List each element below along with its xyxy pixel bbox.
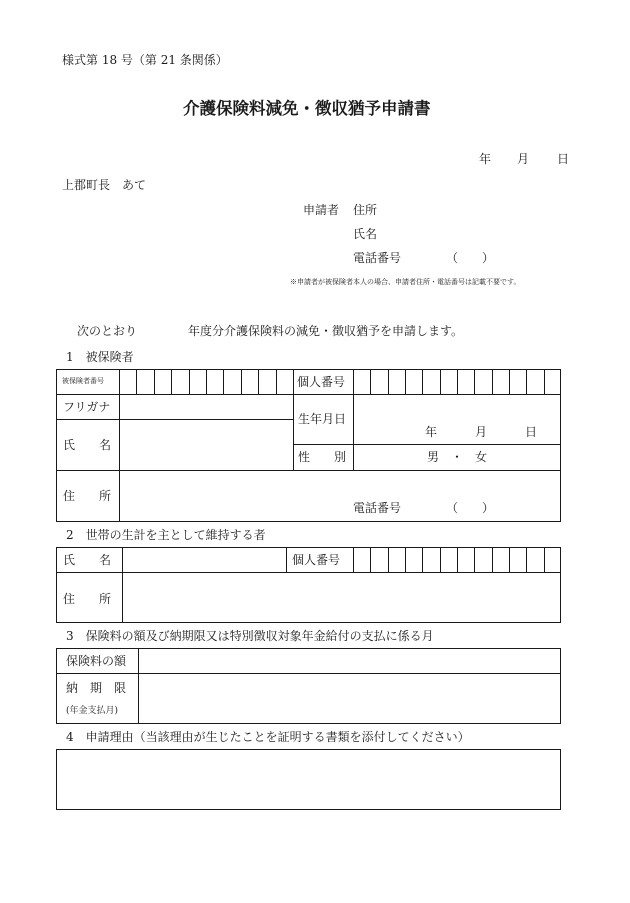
due-date-label: 納 期 限 xyxy=(66,681,127,695)
insured-number-box-divider xyxy=(276,369,277,394)
date-year-label: 年 xyxy=(479,152,492,166)
birth-year-label: 年 xyxy=(425,425,438,439)
personal-number-box-divider xyxy=(405,369,406,394)
personal-number-box-divider xyxy=(509,369,510,394)
insured-number-box-divider xyxy=(136,369,137,394)
householder-name-field[interactable] xyxy=(124,549,284,571)
householder-personal-number-box-divider xyxy=(440,547,441,572)
householder-personal-number-box-divider xyxy=(509,547,510,572)
insured-phone-paren: （ ） xyxy=(446,501,495,515)
insured-name-label: 氏 名 xyxy=(63,438,112,452)
furigana-label: フリガナ xyxy=(63,400,111,414)
householder-personal-number-box-divider xyxy=(405,547,406,572)
householder-personal-number-box-divider xyxy=(370,547,371,572)
form-title: 介護保険料減免・徴収猶予申請書 xyxy=(183,99,431,118)
insured-number-box-divider xyxy=(223,369,224,394)
personal-number-box-divider xyxy=(422,369,423,394)
householder-personal-number-box-divider xyxy=(474,547,475,572)
insured-phone-label: 電話番号 xyxy=(353,501,402,515)
section4-heading: 4 申請理由（当該理由が生じたことを証明する書類を添付してください） xyxy=(66,730,470,744)
householder-personal-number-box-divider xyxy=(526,547,527,572)
sex-options[interactable]: 男 ・ 女 xyxy=(427,450,488,464)
householder-personal-number-boxes[interactable] xyxy=(353,547,561,572)
furigana-field[interactable] xyxy=(121,396,291,418)
insured-number-box-divider xyxy=(258,369,259,394)
personal-number-box-divider xyxy=(526,369,527,394)
applicant-phone-field[interactable] xyxy=(410,248,560,266)
insured-name-field[interactable] xyxy=(121,421,291,469)
due-date-sublabel: (年金支払月) xyxy=(66,706,119,716)
fiscal-year-field[interactable] xyxy=(140,321,185,339)
applicant-phone-paren: （ ） xyxy=(446,251,495,265)
personal-number-boxes[interactable] xyxy=(353,369,561,394)
due-date-field[interactable] xyxy=(140,675,559,723)
insured-phone-field[interactable] xyxy=(410,499,558,519)
birthdate-label: 生年月日 xyxy=(298,412,347,426)
insured-number-label: 被保険者番号 xyxy=(62,377,104,385)
personal-number-box-divider xyxy=(388,369,389,394)
date-month-label: 月 xyxy=(517,152,530,166)
householder-personal-number-box-divider xyxy=(422,547,423,572)
applicant-address-field[interactable] xyxy=(390,200,570,218)
personal-number-box-divider xyxy=(440,369,441,394)
premium-amount-field[interactable] xyxy=(140,650,559,672)
householder-personal-number-box-divider xyxy=(544,547,545,572)
insured-number-box-divider xyxy=(171,369,172,394)
birth-day-label: 日 xyxy=(525,425,538,439)
householder-personal-number-box-divider xyxy=(388,547,389,572)
householder-address-label: 住 所 xyxy=(63,592,112,606)
insured-address-field[interactable] xyxy=(121,472,559,498)
applicant-note: ※申請者が被保険者本人の場合、申請者住所・電話番号は記載不要です。 xyxy=(290,278,521,286)
personal-number-box-divider xyxy=(492,369,493,394)
personal-number-box-divider xyxy=(474,369,475,394)
personal-number-box-divider xyxy=(370,369,371,394)
insured-address-label: 住 所 xyxy=(63,489,112,503)
personal-number-box-divider xyxy=(457,369,458,394)
householder-personal-number-box-divider xyxy=(457,547,458,572)
reason-box[interactable] xyxy=(56,749,561,810)
personal-number-box-divider xyxy=(544,369,545,394)
addressee: 上郡町長 あて xyxy=(62,178,147,192)
householder-personal-number-label: 個人番号 xyxy=(292,553,341,567)
intro-prefix: 次のとおり xyxy=(77,324,138,338)
applicant-phone-label: 電話番号 xyxy=(353,251,402,265)
applicant-name-field[interactable] xyxy=(390,224,570,242)
birth-month-label: 月 xyxy=(475,425,488,439)
insured-number-boxes[interactable] xyxy=(119,369,293,394)
insured-number-box-divider xyxy=(154,369,155,394)
sex-label: 性 別 xyxy=(298,450,347,464)
form-code: 様式第 18 号（第 21 条関係） xyxy=(62,53,228,67)
applicant-label: 申請者 xyxy=(303,203,340,217)
insured-number-box-divider xyxy=(241,369,242,394)
householder-personal-number-box-divider xyxy=(492,547,493,572)
premium-amount-label: 保険料の額 xyxy=(66,654,127,668)
section1-heading: 1 被保険者 xyxy=(66,350,134,364)
applicant-name-label: 氏名 xyxy=(353,227,378,241)
insured-number-box-divider xyxy=(189,369,190,394)
applicant-address-label: 住所 xyxy=(353,203,378,217)
section2-heading: 2 世帯の生計を主として維持する者 xyxy=(66,528,266,542)
personal-number-label: 個人番号 xyxy=(297,375,346,389)
date-day-label: 日 xyxy=(557,152,570,166)
householder-name-label: 氏 名 xyxy=(63,553,112,567)
householder-address-field[interactable] xyxy=(124,574,559,622)
section3-heading: 3 保険料の額及び納期限又は特別徴収対象年金給付の支払に係る月 xyxy=(66,629,434,643)
insured-number-box-divider xyxy=(206,369,207,394)
intro-text: 年度分介護保険料の減免・徴収猶予を申請します。 xyxy=(188,324,464,338)
